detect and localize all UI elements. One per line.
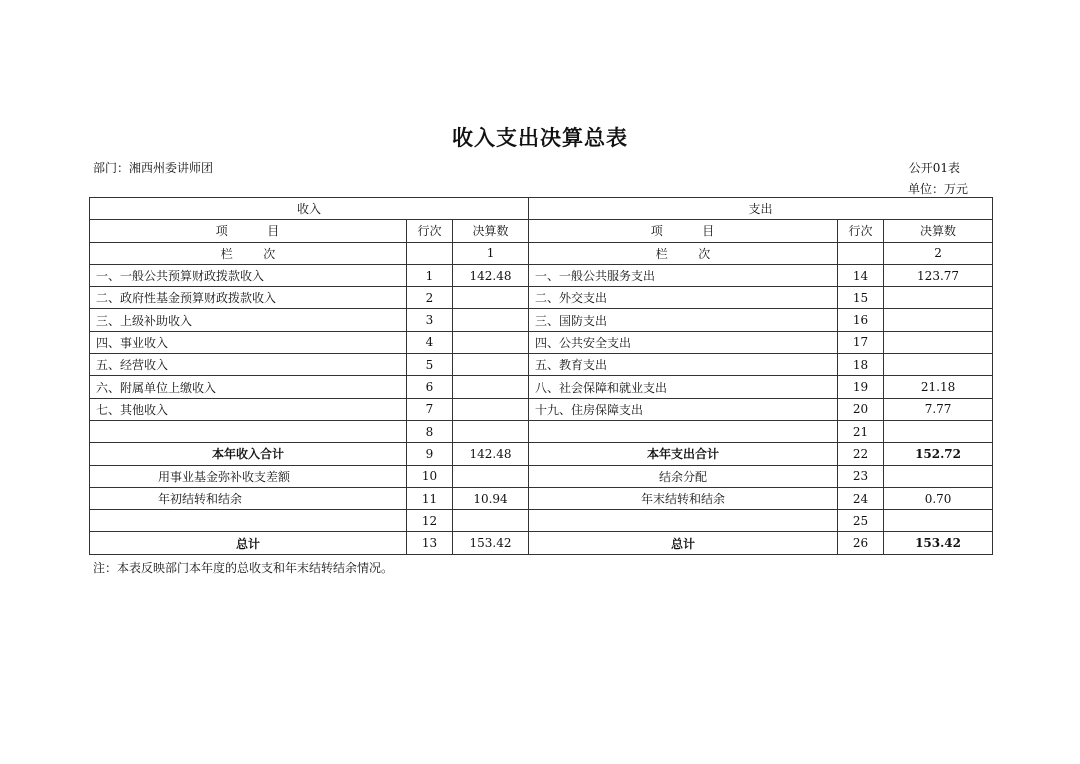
income-amount: 142.48 — [453, 443, 529, 465]
income-item: 一、一般公共预算财政拨款收入 — [90, 264, 407, 286]
income-item — [90, 420, 407, 442]
table-row — [90, 420, 993, 442]
expense-row-number: 16 — [838, 309, 884, 331]
table-row — [90, 443, 993, 465]
table-row — [90, 510, 993, 532]
expense-item: 年末结转和结余 — [529, 487, 838, 509]
income-item: 三、上级补助收入 — [90, 309, 407, 331]
expense-amount — [884, 309, 993, 331]
expense-amount: 7.77 — [884, 398, 993, 420]
expense-item: 本年支出合计 — [529, 443, 838, 465]
income-row-number: 6 — [407, 376, 453, 398]
budget-table — [89, 197, 993, 555]
income-amount — [453, 510, 529, 532]
expense-item: 八、社会保障和就业支出 — [529, 376, 838, 398]
table-row — [90, 532, 993, 554]
expense-amount — [884, 331, 993, 353]
expense-row-number: 14 — [838, 264, 884, 286]
income-amount-header: 决算数 — [453, 220, 529, 242]
income-item-header: 项 目 — [90, 220, 407, 242]
header-row-sections — [90, 198, 993, 220]
expense-column-label: 栏 次 — [529, 242, 838, 264]
form-code: 公开01表 — [908, 161, 960, 175]
footnote: 注：本表反映部门本年度的总收支和年末结转结余情况。 — [93, 561, 394, 575]
expense-row-number: 17 — [838, 331, 884, 353]
income-row-number: 10 — [407, 465, 453, 487]
expense-row-number: 18 — [838, 354, 884, 376]
expense-amount: 0.70 — [884, 487, 993, 509]
expense-row-number: 25 — [838, 510, 884, 532]
expense-amount: 21.18 — [884, 376, 993, 398]
expense-item: 结余分配 — [529, 465, 838, 487]
income-item: 用事业基金弥补收支差额 — [90, 465, 407, 487]
expense-row-number: 22 — [838, 443, 884, 465]
income-amount — [453, 354, 529, 376]
empty-cell — [407, 242, 453, 264]
expense-item-header: 项 目 — [529, 220, 838, 242]
expense-amount: 152.72 — [884, 443, 993, 465]
table-row — [90, 376, 993, 398]
expense-row-number: 23 — [838, 465, 884, 487]
unit-label: 单位：万元 — [907, 182, 968, 196]
expense-amount: 153.42 — [884, 532, 993, 554]
table-row — [90, 309, 993, 331]
table-row — [90, 465, 993, 487]
income-item: 总计 — [90, 532, 407, 554]
expense-amount — [884, 420, 993, 442]
table-row — [90, 264, 993, 286]
expense-row-number: 15 — [838, 287, 884, 309]
expense-item — [529, 420, 838, 442]
income-item: 六、附属单位上缴收入 — [90, 376, 407, 398]
income-amount — [453, 420, 529, 442]
table-row — [90, 287, 993, 309]
income-item: 七、其他收入 — [90, 398, 407, 420]
expense-rowno-header: 行次 — [838, 220, 884, 242]
expense-item: 三、国防支出 — [529, 309, 838, 331]
income-row-number: 9 — [407, 443, 453, 465]
income-amount — [453, 465, 529, 487]
income-row-number: 8 — [407, 420, 453, 442]
expense-header: 支出 — [529, 198, 993, 220]
income-rowno-header: 行次 — [407, 220, 453, 242]
empty-cell — [838, 242, 884, 264]
income-row-number: 4 — [407, 331, 453, 353]
income-amount — [453, 309, 529, 331]
expense-item: 四、公共安全支出 — [529, 331, 838, 353]
expense-row-number: 19 — [838, 376, 884, 398]
table-row — [90, 398, 993, 420]
income-amount — [453, 398, 529, 420]
income-item — [90, 510, 407, 532]
income-amount: 153.42 — [453, 532, 529, 554]
expense-row-number: 24 — [838, 487, 884, 509]
table-row — [90, 487, 993, 509]
expense-item: 二、外交支出 — [529, 287, 838, 309]
income-column-label: 栏 次 — [90, 242, 407, 264]
table-row — [90, 331, 993, 353]
expense-item: 五、教育支出 — [529, 354, 838, 376]
income-row-number: 12 — [407, 510, 453, 532]
income-column-index: 1 — [453, 242, 529, 264]
income-row-number: 3 — [407, 309, 453, 331]
expense-item — [529, 510, 838, 532]
income-header: 收入 — [90, 198, 529, 220]
income-amount: 142.48 — [453, 264, 529, 286]
department-label: 部门：湘西州委讲师团 — [93, 161, 214, 175]
expense-amount — [884, 287, 993, 309]
income-amount — [453, 287, 529, 309]
income-row-number: 7 — [407, 398, 453, 420]
page-title: 收入支出决算总表 — [452, 126, 628, 150]
expense-amount — [884, 510, 993, 532]
expense-item: 十九、住房保障支出 — [529, 398, 838, 420]
income-item: 二、政府性基金预算财政拨款收入 — [90, 287, 407, 309]
income-item: 本年收入合计 — [90, 443, 407, 465]
income-item: 四、事业收入 — [90, 331, 407, 353]
expense-amount — [884, 354, 993, 376]
income-amount — [453, 331, 529, 353]
income-amount — [453, 376, 529, 398]
expense-amount — [884, 465, 993, 487]
expense-column-index: 2 — [884, 242, 993, 264]
income-row-number: 11 — [407, 487, 453, 509]
expense-amount-header: 决算数 — [884, 220, 993, 242]
expense-row-number: 21 — [838, 420, 884, 442]
income-item: 五、经营收入 — [90, 354, 407, 376]
income-item: 年初结转和结余 — [90, 487, 407, 509]
expense-row-number: 26 — [838, 532, 884, 554]
income-row-number: 2 — [407, 287, 453, 309]
income-row-number: 13 — [407, 532, 453, 554]
expense-item: 一、一般公共服务支出 — [529, 264, 838, 286]
expense-row-number: 20 — [838, 398, 884, 420]
income-row-number: 5 — [407, 354, 453, 376]
header-row-columns — [90, 220, 993, 242]
table-row — [90, 354, 993, 376]
income-row-number: 1 — [407, 264, 453, 286]
expense-amount: 123.77 — [884, 264, 993, 286]
header-row-index — [90, 242, 993, 264]
expense-item: 总计 — [529, 532, 838, 554]
income-amount: 10.94 — [453, 487, 529, 509]
